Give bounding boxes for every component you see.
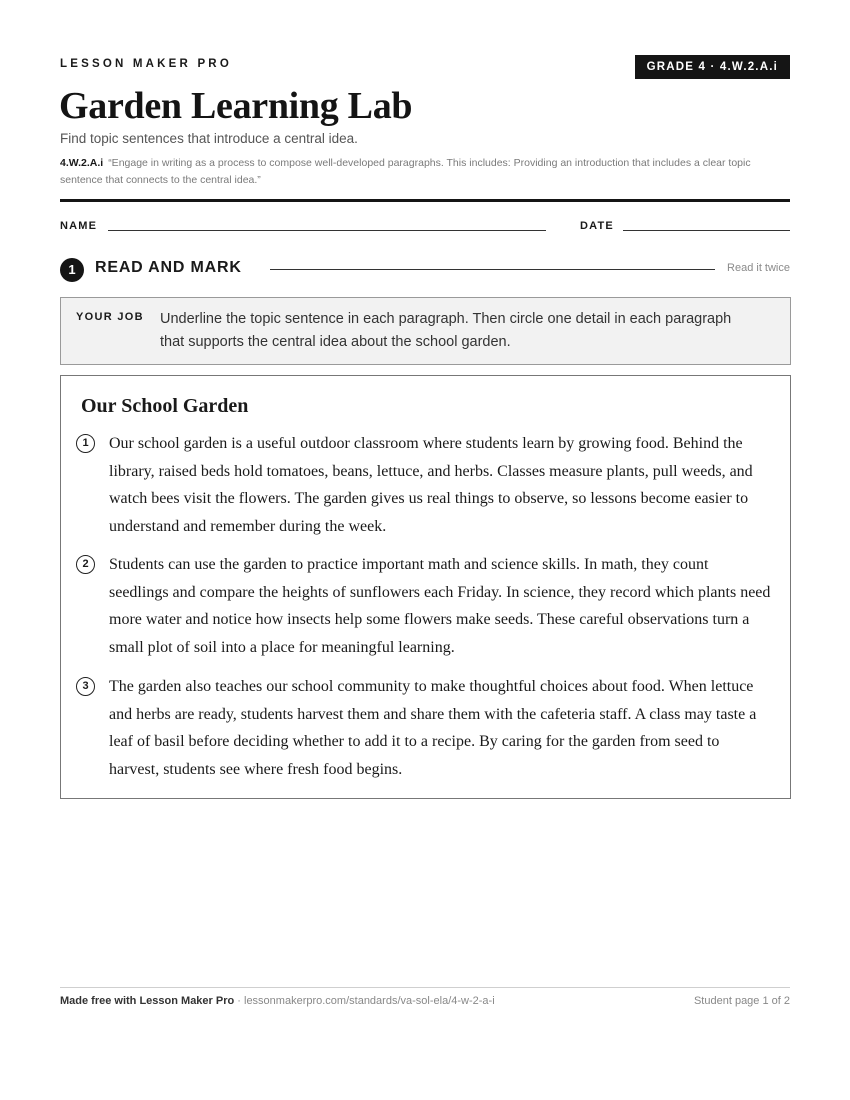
- instructions-box: [60, 297, 791, 365]
- date-label: DATE: [580, 220, 614, 232]
- passage-title: Our School Garden: [81, 395, 249, 417]
- footer-url: · lessonmakerpro.com/standards/va-sol-ela/4-w-2-a-i: [234, 995, 495, 1007]
- paragraph-text[interactable]: Students can use the garden to practice important math and science skills. In math, they count seedlings and compare the heights of sunflowers each Friday. In science, they record which plants need more water and notice how insects help some flowers make seeds. These careful observations turn a small plot of soil into a place for meaningful learning.: [109, 556, 771, 656]
- instructions-text: Underline the topic sentence in each paragraph. Then circle one detail in each paragraph that supports the central idea about the school garden.: [160, 311, 732, 350]
- standard-description: [60, 155, 795, 189]
- footer-credit: [60, 995, 495, 1007]
- footer-page-number: Student page 1 of 2: [693, 995, 790, 1007]
- standard-text: “Engage in writing as a process to compose well-developed paragraphs. This includes: Providing an introduction that includes a clear topic sentence that connects to the central idea.”: [60, 157, 751, 186]
- section-title: READ AND MARK: [95, 259, 242, 276]
- instructions-label: YOUR JOB: [76, 311, 144, 323]
- page-subtitle: Find topic sentences that introduce a central idea.: [60, 131, 358, 146]
- passage-box: [60, 375, 791, 799]
- name-label: NAME: [60, 220, 98, 232]
- standard-code: 4.W.2.A.i: [60, 157, 104, 169]
- paragraph-number-badge: 2: [76, 555, 95, 574]
- brand-name: LESSON MAKER PRO: [60, 58, 232, 70]
- paragraph-text[interactable]: The garden also teaches our school community to make thoughtful choices about food. When lettuce and herbs are ready, students harvest them and share them with the cafeteria staff. A class may taste a leaf of basil before deciding whether to add it to a recipe. By caring for the garden from seed to harvest, students see where fresh food begins.: [109, 678, 757, 778]
- name-field[interactable]: [108, 230, 546, 231]
- section-divider: [270, 269, 715, 270]
- page-title: Garden Learning Lab: [59, 85, 413, 127]
- section-note: Read it twice: [727, 262, 790, 274]
- header-divider: [60, 199, 790, 202]
- footer-divider: [60, 987, 790, 988]
- paragraph-number-badge: 3: [76, 677, 95, 696]
- section-number-badge: 1: [60, 258, 84, 282]
- paragraph-text[interactable]: Our school garden is a useful outdoor classroom where students learn by growing food. Behind the library, raised beds hold tomatoes, beans, lettuce, and herbs. Classes measure plants, pull weeds, and watch bees visit the flowers. The garden gives us real things to observe, so lessons become easier to understand and remember during the week.: [109, 435, 753, 535]
- grade-badge: GRADE 4 · 4.W.2.A.i: [635, 55, 790, 79]
- paragraph-number-badge: 1: [76, 434, 95, 453]
- date-field[interactable]: [623, 230, 790, 231]
- footer-maker: Made free with Lesson Maker Pro: [60, 995, 235, 1007]
